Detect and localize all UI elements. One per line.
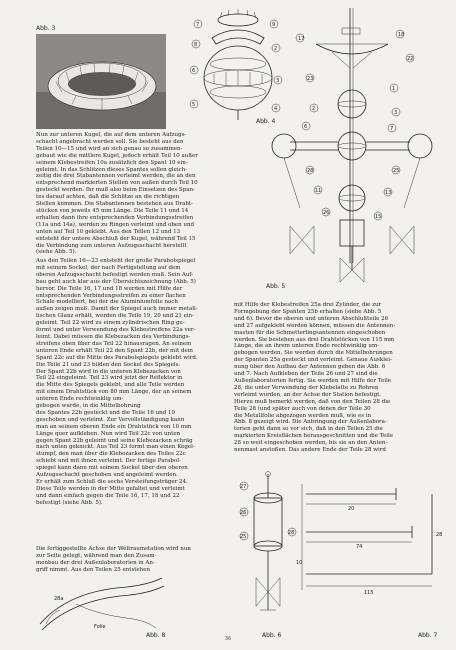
svg-text:7: 7	[390, 126, 394, 132]
lab-cylinder-drawing	[238, 470, 298, 630]
abb8-caption: Abb. 8	[146, 632, 166, 639]
svg-text:10: 10	[296, 560, 303, 566]
svg-text:28: 28	[307, 168, 314, 174]
abb3-caption: Abb. 3	[36, 25, 56, 32]
svg-text:6: 6	[192, 68, 196, 74]
svg-text:20: 20	[348, 506, 355, 512]
svg-text:3: 3	[276, 78, 280, 84]
foil-drawing	[36, 574, 166, 632]
svg-text:13: 13	[385, 190, 392, 196]
svg-text:22: 22	[407, 56, 414, 62]
column1-paragraph1: Nun zur unteren Kugel, die auf dem unteren Aufzugs- schacht angebracht werden soll. Sie besteht aus den Teilen 10—15 und wird an sich genau so zusammen- gebaut wie die mittlere Kugel, jedoch erhält Teil 10 außer seinem Klebestreifen 10a zusätzlich den Spant 10 ein- geleimt. In das Schlitzen dieses Spantes sollen gleich- zeitig die drei Stabantennen verleimt werden, die an den entsprechend markierten Stellen von außen durch Teil 10 gesteckt werden. Ihr muß also beim Einsetzen des Span- tes darauf achten, daß die Schlitze an die richtigen Stellen kommen. Die Stabantennen bestehen aus Draht- stücken von jeweils 45 mm Länge. Die Teile 11 und 14 erhalten dann ihre entsprechenden Verbindungsstreifen (11a und 14a), werden zu Ringen verleimt und oben und unten auf Teil 10 geklebt. Aus den Teilen 12 und 13 entsteht der untere Abschluß der Kugel, während Teil 15 die Verbindung zum unteren Aufzugsschacht herstellt (siehe Abb. 5).	[36, 132, 198, 256]
svg-text:8: 8	[194, 42, 198, 48]
wire-dimensions-drawing	[296, 474, 446, 624]
svg-text:7: 7	[196, 22, 200, 28]
svg-text:26: 26	[240, 510, 247, 516]
abb5-caption: Abb. 5	[266, 283, 286, 290]
svg-text:28a: 28a	[54, 596, 64, 602]
svg-text:2: 2	[312, 106, 316, 112]
svg-text:3: 3	[394, 110, 398, 116]
svg-text:74: 74	[356, 544, 363, 550]
page-number: 36	[224, 636, 232, 642]
svg-text:25: 25	[240, 534, 247, 540]
svg-text:9: 9	[272, 22, 276, 28]
svg-text:115: 115	[364, 590, 374, 596]
abb6-caption: Abb. 6	[262, 632, 282, 639]
svg-text:Folie: Folie	[94, 624, 106, 630]
abb7-caption: Abb. 7	[418, 632, 438, 639]
svg-text:11: 11	[315, 188, 322, 194]
abb4-caption: Abb. 4	[256, 118, 276, 125]
svg-text:15: 15	[375, 214, 382, 220]
station-diagram	[270, 8, 440, 298]
svg-text:5: 5	[192, 102, 196, 108]
column2-paragraph1: mit Hilfe der Klebestreifen 25a drei Zylinder, die zur Formgebung der Spanten 25b erhalten (siehe Abb. 5 und 6). Bevor die oberen und unteren Abschlußteile 26 und 27 aufgeklebt werden können, müssen die Antennen- masten für die Schmetterlingsantennen eingeschoben werden. Sie bestehen aus drei Drahtstücken von 115 mm Länge, die an ihrem unteren Ende rechtwinklig um- gebogen werden. Sie werden durch die Mittelbohrungen der Spanten 25a gesteckt und verleimt. Genaue Ausklei- nung über den Aufbau der Antennen geben die Abb. 6 und 7. Nach Aufkleben der Teile 26 und 27 sind die Außenlaboratorien fertig. Sie werden mit Hilfe der Teile 28, die unter Verwendung der Klebelatte zu Rohren verleimt wurden, an der Achse der Station befestigt. Hierzu muß bemerkt werden, daß von den Teilen 28 die Teile 28 (und später auch von denen der Teile 30 die Metallfolie abgezogen werden muß, wie es in Abb. 8 gezeigt wird. Die Anbringung der Außenlabora- torien geht dann so vor sich, daß in den Teilen 25 die markierten Kreisflächen herausgeschnitten und die Teile 28 so weit eingeschoben werden, bis sie an den Anten- nenmast anstoßen. Das andere Ende der Teile 28 wird	[234, 302, 396, 454]
svg-text:17: 17	[298, 36, 305, 42]
svg-text:26: 26	[323, 210, 330, 216]
sphere-drawing	[190, 8, 280, 123]
svg-text:1: 1	[392, 86, 396, 92]
svg-text:6: 6	[304, 124, 308, 130]
svg-text:25: 25	[393, 168, 400, 174]
svg-text:4: 4	[274, 106, 278, 112]
svg-text:2: 2	[274, 46, 278, 52]
svg-text:27: 27	[240, 484, 247, 490]
torus-photo	[36, 34, 166, 129]
svg-text:18: 18	[398, 32, 405, 38]
column1-paragraph3: Die fertiggestellte Achse der Weltraumstation wird nun zur Seite gelegt, während man den Zusam- menbau der drei Außenlaboratorien in An- griff nimmt. Aus den Teilen 25 entstehen	[36, 546, 191, 573]
svg-text:28: 28	[436, 532, 443, 538]
svg-text:23: 23	[307, 76, 314, 82]
column1-paragraph2: Aus den Teilen 16—23 entsteht der große Parabolspiegel mit seinem Sockel, der nach Fertigstellung auf dem oberen Aufzugsschacht befestigt werden muß. Sein Auf- bau geht auch klar aus der Übersichtszeichnung (Abb. 5) hervor. Die Teile 16, 17 und 18 werden mit Hilfe der entsprechenden Verbindungsstreifen zu einer flachen Schale modelliert, bei der die Aluminiumfolie nach außen zeigen muß. Damit der Spiegel auch immer metall- lischen Glanz erhält, werden die Teile 19, 20 und 21 ein- geleimt. Teil 22 wird zu einem zylindrischen Ring ge- formt und unter Verwendung des Klebestreifens 22a ver- leimt. Dabei müssen die Klebezacken des Verbindungs- streifens oben über das Teil 22 hinausragen. An seinem unteren Ende erhält Teil 22 den Spant 22b, der mit dem Spant 22c auf die Mitte des Parabolspiegels geklebt wird. Die Teile 21 und 23 bilden den Sockel des Spiegels. Der Spant 22b wird in die unteren Klebezacken von Teil 22 eingeleimt. Teil 23 wird jetzt der Reflektor in die Mitte des Spiegels geklebt, und alle Teile werden mit einem Drahtstück von 80 mm Länge, der an seinem unteren Ende rechtwinklig um- gebogen wurde, in die Mittelbohrung des Spantes 22b gesteckt und die Teile 16 und 19 geschoben und verleimt. Zur Vervollständigung kann man an seinem oberen Ende ein Drahtstück von 10 mm Länge quer aufkleben. Nun wird Teil 22c von unten gegen Spant 22b geleimt und seine Klebezacken schräg nach unten geknickt. Aus Teil 23 formt man einen Kegel- stumpf, den man über die Klebezacken des Teiles 22c schiebt und mit ihnen verleimt. Der fertige Parabol- spiegel kann dann mit seinem Sockel über den oberen Aufzugsschacht geschoben und angeleimt werden. Er erhält zum Schluß die sechs Versteifungsträger 24. Diese Teile werden in der Mitte gefaltet und verleimt und dann einfach gegen die Teile 16, 17, 18 und 22 befestigt (siehe Abb. 5).	[36, 258, 198, 506]
svg-text:28: 28	[288, 530, 295, 536]
